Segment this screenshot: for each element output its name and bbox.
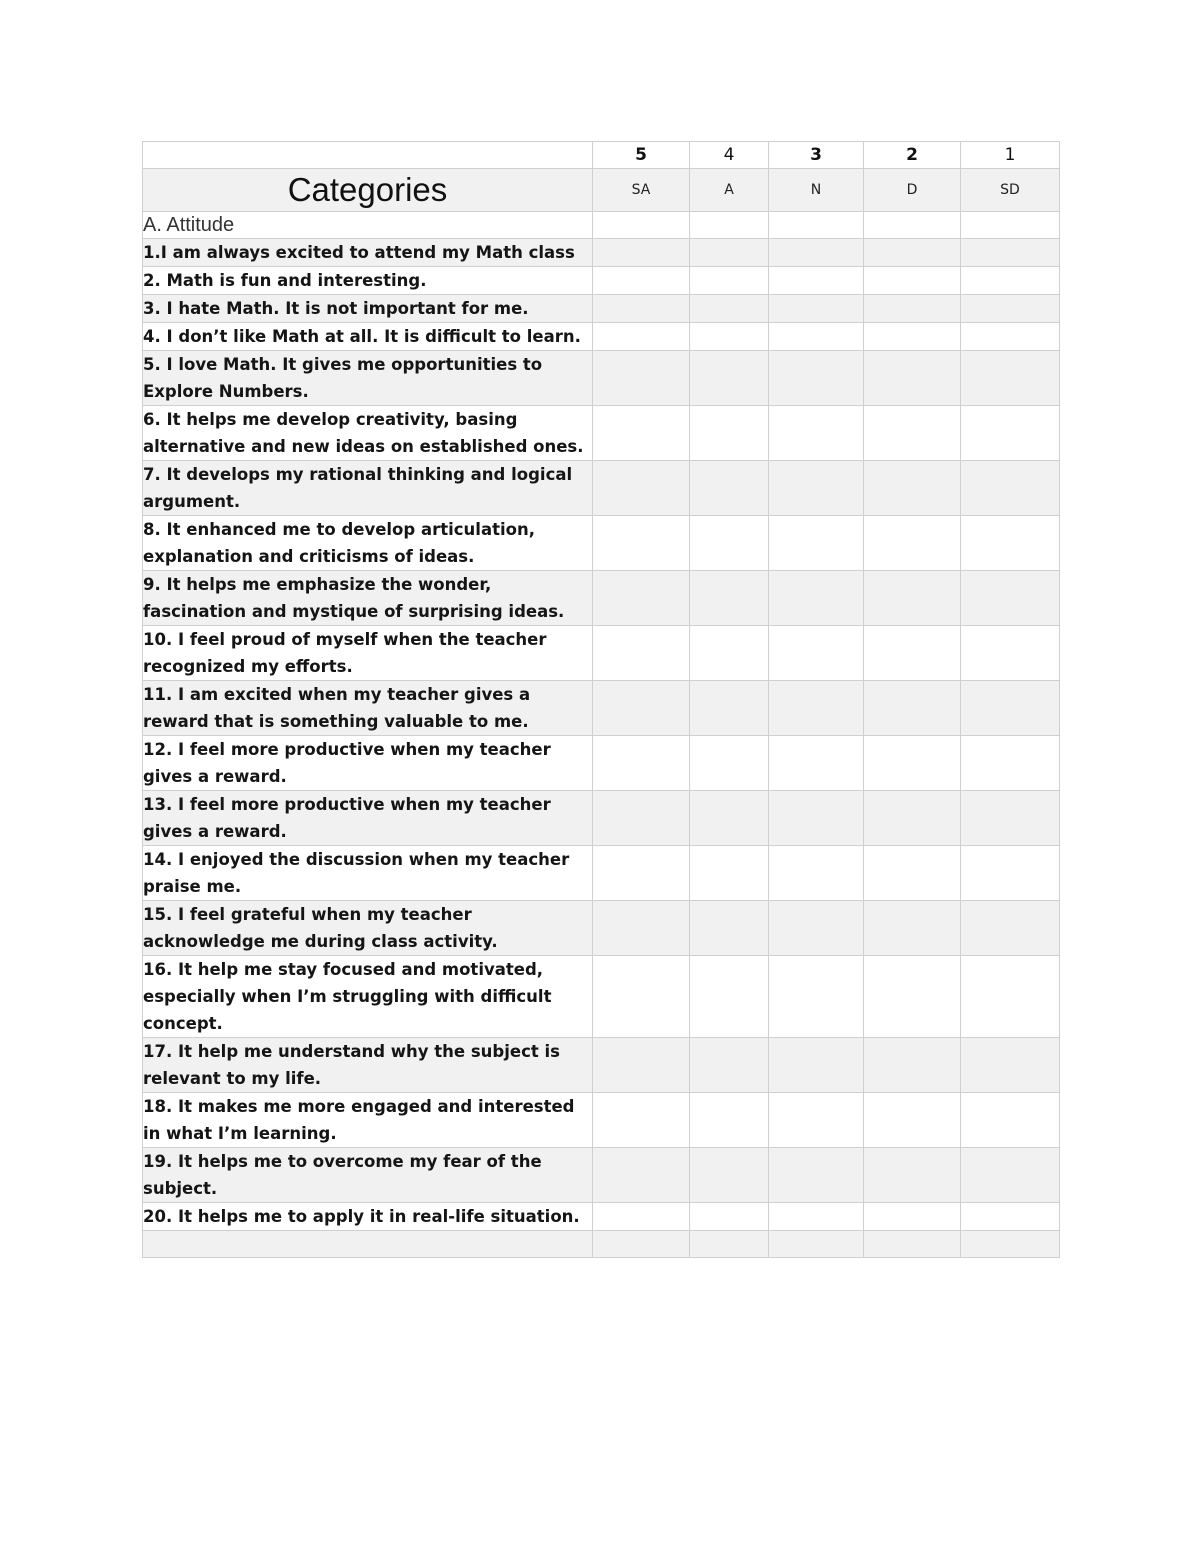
table-row xyxy=(143,1093,1060,1148)
rating-cell[interactable] xyxy=(961,406,1060,461)
rating-cell xyxy=(769,212,864,239)
header-row xyxy=(143,169,1060,212)
rating-cell[interactable] xyxy=(769,516,864,571)
rating-cell[interactable] xyxy=(961,681,1060,736)
likert-survey-table xyxy=(142,141,1060,1258)
statement-text: 4. I don’t like Math at all. It is difficult to learn. xyxy=(143,323,593,351)
rating-cell[interactable] xyxy=(961,1148,1060,1203)
rating-cell[interactable] xyxy=(690,406,769,461)
rating-cell[interactable] xyxy=(769,956,864,1038)
scale-value-3: 3 xyxy=(769,142,864,169)
statement-text: 20. It helps me to apply it in real-life situation. xyxy=(143,1203,593,1231)
rating-cell[interactable] xyxy=(690,736,769,791)
rating-cell[interactable] xyxy=(690,267,769,295)
rating-cell[interactable] xyxy=(593,1203,690,1231)
empty-cell xyxy=(143,1231,593,1258)
table-row xyxy=(143,323,1060,351)
rating-cell[interactable] xyxy=(769,901,864,956)
rating-cell[interactable] xyxy=(690,1148,769,1203)
statement-text: 7. It develops my rational thinking and logical argument. xyxy=(143,461,593,516)
rating-cell[interactable] xyxy=(593,1038,690,1093)
empty-table-row xyxy=(143,1231,1060,1258)
rating-cell[interactable] xyxy=(961,736,1060,791)
rating-cell[interactable] xyxy=(961,791,1060,846)
rating-cell[interactable] xyxy=(769,351,864,406)
scale-value-5: 5 xyxy=(593,142,690,169)
rating-cell[interactable] xyxy=(690,901,769,956)
rating-cell[interactable] xyxy=(690,1093,769,1148)
rating-cell[interactable] xyxy=(690,571,769,626)
table-row xyxy=(143,406,1060,461)
table-row xyxy=(143,681,1060,736)
rating-cell[interactable] xyxy=(769,461,864,516)
rating-cell[interactable] xyxy=(961,323,1060,351)
statement-text: 10. I feel proud of myself when the teacher recognized my efforts. xyxy=(143,626,593,681)
rating-cell[interactable] xyxy=(769,295,864,323)
rating-cell[interactable] xyxy=(690,351,769,406)
statement-text: 5. I love Math. It gives me opportunities to Explore Numbers. xyxy=(143,351,593,406)
statement-text: 14. I enjoyed the discussion when my teacher praise me. xyxy=(143,846,593,901)
table-row xyxy=(143,239,1060,267)
rating-cell xyxy=(864,212,961,239)
rating-cell[interactable] xyxy=(690,681,769,736)
rating-cell[interactable] xyxy=(864,626,961,681)
rating-cell[interactable] xyxy=(769,846,864,901)
table-row xyxy=(143,736,1060,791)
categories-heading: Categories xyxy=(143,169,593,212)
rating-cell xyxy=(593,212,690,239)
rating-cell[interactable] xyxy=(593,239,690,267)
rating-cell[interactable] xyxy=(864,1038,961,1093)
table-row xyxy=(143,1038,1060,1093)
rating-cell[interactable] xyxy=(961,516,1060,571)
rating-cell[interactable] xyxy=(864,736,961,791)
statement-text: 6. It helps me develop creativity, basing alternative and new ideas on established ones. xyxy=(143,406,593,461)
table-row xyxy=(143,516,1060,571)
rating-cell[interactable] xyxy=(769,267,864,295)
rating-cell[interactable] xyxy=(769,791,864,846)
rating-cell[interactable] xyxy=(961,1038,1060,1093)
rating-cell[interactable] xyxy=(961,956,1060,1038)
rating-cell[interactable] xyxy=(961,239,1060,267)
scale-abbr-sa: SA xyxy=(593,169,690,212)
statement-text: 3. I hate Math. It is not important for me. xyxy=(143,295,593,323)
table-row xyxy=(143,956,1060,1038)
rating-cell[interactable] xyxy=(690,1038,769,1093)
rating-cell[interactable] xyxy=(593,351,690,406)
empty-cell xyxy=(769,1231,864,1258)
rating-cell[interactable] xyxy=(769,571,864,626)
rating-cell[interactable] xyxy=(690,461,769,516)
statement-text: 9. It helps me emphasize the wonder, fascination and mystique of surprising ideas. xyxy=(143,571,593,626)
rating-cell[interactable] xyxy=(593,791,690,846)
rating-cell[interactable] xyxy=(961,1093,1060,1148)
rating-cell[interactable] xyxy=(593,1093,690,1148)
rating-cell[interactable] xyxy=(690,791,769,846)
rating-cell[interactable] xyxy=(593,516,690,571)
scale-abbr-sd: SD xyxy=(961,169,1060,212)
rating-cell[interactable] xyxy=(769,1038,864,1093)
statement-text: 8. It enhanced me to develop articulation, explanation and criticisms of ideas. xyxy=(143,516,593,571)
scale-value-2: 2 xyxy=(864,142,961,169)
table-row xyxy=(143,295,1060,323)
rating-cell[interactable] xyxy=(769,323,864,351)
statement-text: 15. I feel grateful when my teacher acknowledge me during class activity. xyxy=(143,901,593,956)
empty-cell xyxy=(593,1231,690,1258)
rating-cell[interactable] xyxy=(690,323,769,351)
scale-abbr-n: N xyxy=(769,169,864,212)
rating-cell[interactable] xyxy=(769,736,864,791)
rating-cell[interactable] xyxy=(864,351,961,406)
rating-cell[interactable] xyxy=(961,626,1060,681)
rating-cell[interactable] xyxy=(769,681,864,736)
rating-cell[interactable] xyxy=(961,461,1060,516)
rating-cell[interactable] xyxy=(690,846,769,901)
rating-cell[interactable] xyxy=(769,1203,864,1231)
rating-cell[interactable] xyxy=(864,901,961,956)
rating-cell[interactable] xyxy=(864,323,961,351)
table-row xyxy=(143,901,1060,956)
rating-cell[interactable] xyxy=(593,267,690,295)
rating-cell[interactable] xyxy=(864,406,961,461)
rating-cell[interactable] xyxy=(961,295,1060,323)
rating-cell[interactable] xyxy=(961,1203,1060,1231)
empty-cell xyxy=(690,1231,769,1258)
statement-text: 16. It help me stay focused and motivated, especially when I’m struggling with difficult concept. xyxy=(143,956,593,1038)
statement-text: 17. It help me understand why the subject is relevant to my life. xyxy=(143,1038,593,1093)
table-row xyxy=(143,267,1060,295)
rating-cell[interactable] xyxy=(864,1203,961,1231)
rating-cell[interactable] xyxy=(961,846,1060,901)
rating-cell[interactable] xyxy=(690,239,769,267)
rating-cell[interactable] xyxy=(961,901,1060,956)
statement-text: 2. Math is fun and interesting. xyxy=(143,267,593,295)
section-row xyxy=(143,212,1060,239)
rating-cell xyxy=(961,212,1060,239)
statement-text: 19. It helps me to overcome my fear of the subject. xyxy=(143,1148,593,1203)
rating-cell[interactable] xyxy=(690,1203,769,1231)
scale-abbr-d: D xyxy=(864,169,961,212)
rating-cell[interactable] xyxy=(864,846,961,901)
rating-cell[interactable] xyxy=(593,681,690,736)
empty-corner-cell xyxy=(143,142,593,169)
rating-cell[interactable] xyxy=(593,323,690,351)
rating-cell[interactable] xyxy=(769,406,864,461)
rating-cell[interactable] xyxy=(961,351,1060,406)
rating-cell[interactable] xyxy=(961,267,1060,295)
table-row xyxy=(143,351,1060,406)
rating-cell[interactable] xyxy=(593,626,690,681)
rating-cell[interactable] xyxy=(864,461,961,516)
empty-cell xyxy=(961,1231,1060,1258)
rating-cell[interactable] xyxy=(593,736,690,791)
rating-cell[interactable] xyxy=(690,295,769,323)
rating-cell[interactable] xyxy=(864,571,961,626)
rating-cell[interactable] xyxy=(961,571,1060,626)
scale-value-4: 4 xyxy=(690,142,769,169)
scale-abbr-a: A xyxy=(690,169,769,212)
rating-cell[interactable] xyxy=(769,239,864,267)
rating-cell[interactable] xyxy=(864,681,961,736)
scale-values-row xyxy=(143,142,1060,169)
table-row xyxy=(143,1203,1060,1231)
rating-cell[interactable] xyxy=(864,295,961,323)
rating-cell[interactable] xyxy=(593,1148,690,1203)
rating-cell[interactable] xyxy=(864,239,961,267)
statement-text: 11. I am excited when my teacher gives a reward that is something valuable to me. xyxy=(143,681,593,736)
empty-cell xyxy=(864,1231,961,1258)
rating-cell[interactable] xyxy=(593,406,690,461)
rating-cell[interactable] xyxy=(593,571,690,626)
statement-text: 13. I feel more productive when my teacher gives a reward. xyxy=(143,791,593,846)
table-row xyxy=(143,791,1060,846)
rating-cell[interactable] xyxy=(769,626,864,681)
rating-cell[interactable] xyxy=(769,1148,864,1203)
table-row xyxy=(143,571,1060,626)
rating-cell[interactable] xyxy=(593,461,690,516)
rating-cell[interactable] xyxy=(593,901,690,956)
rating-cell[interactable] xyxy=(864,1093,961,1148)
rating-cell[interactable] xyxy=(864,267,961,295)
table-row xyxy=(143,461,1060,516)
rating-cell[interactable] xyxy=(864,516,961,571)
section-title: A. Attitude xyxy=(143,212,593,239)
rating-cell[interactable] xyxy=(690,626,769,681)
statement-text: 1.I am always excited to attend my Math class xyxy=(143,239,593,267)
scale-value-1: 1 xyxy=(961,142,1060,169)
table-row xyxy=(143,1148,1060,1203)
rating-cell[interactable] xyxy=(864,1148,961,1203)
rating-cell[interactable] xyxy=(690,956,769,1038)
statement-text: 12. I feel more productive when my teacher gives a reward. xyxy=(143,736,593,791)
rating-cell[interactable] xyxy=(864,791,961,846)
rating-cell[interactable] xyxy=(593,295,690,323)
rating-cell[interactable] xyxy=(864,956,961,1038)
table-row xyxy=(143,626,1060,681)
statement-text: 18. It makes me more engaged and interested in what I’m learning. xyxy=(143,1093,593,1148)
rating-cell[interactable] xyxy=(769,1093,864,1148)
table-row xyxy=(143,846,1060,901)
rating-cell[interactable] xyxy=(690,516,769,571)
rating-cell xyxy=(690,212,769,239)
rating-cell[interactable] xyxy=(593,846,690,901)
rating-cell[interactable] xyxy=(593,956,690,1038)
